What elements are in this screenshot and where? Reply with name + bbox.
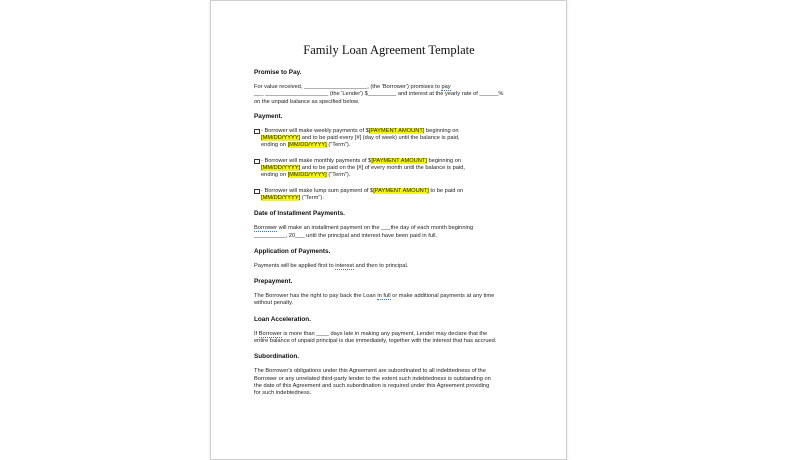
weekly-text-5: ("Term").: [326, 142, 351, 149]
document-title: Family Loan Agreement Template: [303, 43, 475, 57]
payment-amount-placeholder: [PAYMENT AMOUNT]: [373, 187, 429, 194]
lump-sum-option: [254, 188, 524, 203]
document-page: [210, 0, 567, 460]
payment-heading: Payment.: [254, 112, 283, 120]
monthly-text-4: ending on: [261, 172, 288, 179]
monthly-text-3: and to be paid on the [#] of every month until the balance is paid,: [300, 165, 465, 172]
date-placeholder: [MM/DD/YYYY]: [287, 142, 327, 149]
promise-text-3: on the unpaid balance as specified below.: [254, 98, 360, 105]
installment-heading: Date of Installment Payments.: [254, 210, 345, 218]
acceleration-text-3: entire balance of unpaid principal is due immediately, together with the interest that has accrued.: [254, 338, 497, 345]
installment-text-1: will make an installment payment on the ___the day of each month beginning: [277, 225, 474, 232]
payment-amount-placeholder: [PAYMENT AMOUNT]: [371, 157, 427, 164]
application-text-1: Payments will be applied first to: [254, 262, 336, 269]
date-placeholder: [MM/DD/YYYY]: [261, 194, 301, 201]
acceleration-text-2: is more than ____ days late in making any payment, Lender may declare that the: [281, 330, 488, 337]
prepayment-heading: Prepayment.: [254, 278, 293, 286]
checkbox-icon[interactable]: [254, 189, 260, 195]
installment-text-2: __________, 20___ until the principal and interest have been paid in full.: [254, 232, 438, 239]
lump-text-3: ("Term").: [300, 194, 324, 201]
prepayment-text-1: The Borrower has the right to pay back the Loan: [254, 293, 378, 300]
checkbox-icon[interactable]: [254, 129, 260, 135]
application-text-2: and then to principal.: [353, 262, 409, 269]
spellcheck-borrower: Borrower: [254, 225, 278, 232]
weekly-text-2: beginning on: [424, 127, 459, 134]
promise-text-2: ___ ____________________ (the 'Lender') $_________ and interest at the yearly rate of ______%: [254, 91, 504, 98]
date-placeholder: [MM/DD/YYYY]: [287, 172, 327, 179]
document-content: [254, 43, 524, 406]
lump-text-1: - Borrower will make lump sum payment of $: [261, 187, 374, 194]
promise-paragraph: [254, 84, 524, 106]
application-paragraph: [254, 263, 524, 270]
spellcheck-borrower-2: Borrower: [258, 330, 282, 337]
date-placeholder: [MM/DD/YYYY]: [261, 165, 301, 172]
acceleration-heading: Loan Acceleration.: [254, 315, 311, 323]
prepayment-text-3: without penalty.: [254, 300, 294, 307]
date-placeholder: [MM/DD/YYYY]: [261, 135, 301, 142]
weekly-text-3: and to be paid every [#] (day of week) until the balance is paid,: [300, 135, 460, 142]
promise-heading: Promise to Pay.: [254, 69, 302, 76]
checkbox-icon[interactable]: [254, 159, 260, 165]
subordination-text-2: Borrower or any unrelated third-party lender to the extent such indebtedness is outstanding on: [254, 375, 491, 382]
weekly-text-4: ending on: [261, 142, 288, 149]
lump-text-2: to be paid on: [428, 187, 464, 194]
monthly-option: [254, 158, 524, 180]
prepayment-paragraph: [254, 293, 524, 308]
acceleration-paragraph: [254, 331, 524, 346]
subordination-text-1: The Borrower's obligations under this Agreement are subordinated to all indebtedness of the: [254, 368, 486, 375]
monthly-text-5: ("Term").: [326, 172, 351, 179]
subordination-heading: Subordination.: [254, 353, 300, 361]
subordination-text-3: the date of this Agreement and such subordination is required under this Agreement providing: [254, 382, 490, 389]
installment-paragraph: [254, 225, 524, 240]
application-heading: Application of Payments.: [254, 247, 331, 255]
subordination-paragraph: [254, 368, 524, 397]
spellcheck-interest: interest: [335, 262, 354, 269]
weekly-text-1: - Borrower will make weekly payments of $: [261, 127, 369, 134]
payment-amount-placeholder: [PAYMENT AMOUNT]: [368, 127, 425, 134]
subordination-text-4: for such indebtedness.: [254, 390, 312, 397]
spellcheck-in-full: in full: [377, 293, 391, 300]
monthly-text-2: beginning on: [426, 157, 462, 164]
monthly-text-1: - Borrower will make monthly payments of $: [261, 157, 372, 164]
prepayment-text-2: or make additional payments at any time: [390, 293, 495, 300]
weekly-option: [254, 128, 524, 150]
spellcheck-pay: pay: [441, 84, 451, 90]
promise-text-1: For value received, ____________________, (the 'Borrower') promises to: [254, 84, 442, 90]
acceleration-text-1: If: [254, 330, 259, 337]
